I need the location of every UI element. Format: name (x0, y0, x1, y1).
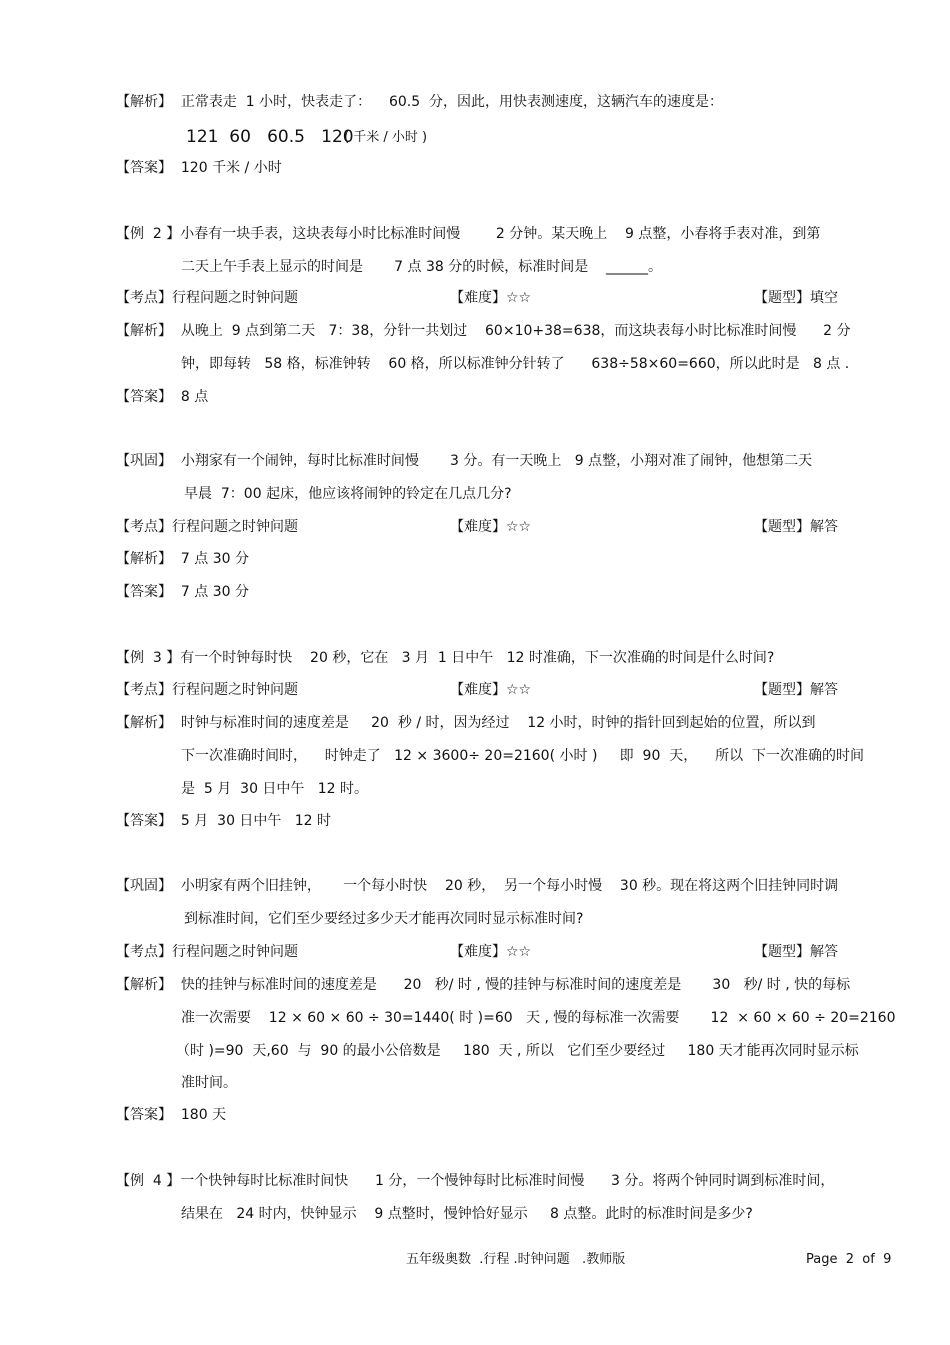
text-line: 【解析】 时钟与标准时间的速度差是 20 秒 / 时，因为经过 12 小时，时钟的指针回到起始的位置，所以到 (116, 715, 816, 731)
footer-title: 五年级奥数 .行程 .时钟问题 .教师版 (406, 1252, 626, 1267)
text-line: 【难度】☆☆ (450, 682, 532, 698)
text-line: 【题型】解答 (754, 519, 838, 535)
text-line: 下一次准确时间时， 时钟走了 12 × 3600÷ 20=2160( 小时 ) 即 90 天， 所以 下一次准确的时间 (181, 748, 864, 764)
text-line: 【难度】☆☆ (450, 519, 532, 535)
text-line: 【题型】填空 (754, 290, 838, 306)
text-line: 【考点】行程问题之时钟问题 (116, 682, 298, 698)
text-line: 【解析】 从晚上 9 点到第二天 7：38，分针一共划过 60×10+38=638，而这块表每小时比标准时间慢 2 分 (116, 323, 851, 339)
text-line: 结果在 24 时内，快钟显示 9 点整时，慢钟恰好显示 8 点整。此时的标准时间是多少? (181, 1206, 753, 1222)
text-line: 早晨 7：00 起床，他应该将闹钟的铃定在几点几分? (184, 486, 512, 502)
text-line: 【例 3 】有一个时钟每时快 20 秒，它在 3 月 1 日中午 12 时准确，下一次准确的时间是什么时间? (116, 650, 775, 666)
text-line: 【答案】 8 点 (116, 389, 209, 405)
text-line: 【考点】行程问题之时钟问题 (116, 519, 298, 535)
text-line: （时 )=90 天,60 与 90 的最小公倍数是 180 天 , 所以 它们至少要经过 180 天才能再次同时显示标 (176, 1043, 859, 1059)
text-line: 【答案】 120 千米 / 小时 (116, 160, 282, 176)
text-line: 准一次需要 12 × 60 × 60 ÷ 30=1440( 时 )=60 天 , 慢的每标准一次需要 12 × 60 × 60 ÷ 20=2160 (181, 1010, 896, 1026)
text-line: 【难度】☆☆ (450, 944, 532, 960)
formula-unit: ( 千米 / 小时 ) (344, 130, 428, 145)
text-line: 【题型】解答 (754, 682, 838, 698)
text-line: 【难度】☆☆ (450, 290, 532, 306)
footer-page-number: Page 2 of 9 (806, 1252, 892, 1267)
text-line: 到标准时间，它们至少要经过多少天才能再次同时显示标准时间? (184, 911, 584, 927)
text-line: 钟，即每转 58 格，标准钟转 60 格，所以标准钟分针转了 638÷58×60=660，所以此时是 8 点 . (181, 356, 850, 372)
formula-line: 121 60 60.5 120 (186, 127, 354, 147)
text-line: 【巩固】 小翔家有一个闹钟，每时比标准时间慢 3 分。有一天晚上 9 点整，小翔对准了闹钟，他想第二天 (116, 453, 813, 469)
text-line: 【例 4 】一个快钟每时比标准时间快 1 分，一个慢钟每时比标准时间慢 3 分。将两个钟同时调到标准时间， (116, 1173, 835, 1189)
text-line: 【题型】解答 (754, 944, 838, 960)
text-line: 【考点】行程问题之时钟问题 (116, 290, 298, 306)
text-line: 【例 2 】小春有一块手表，这块表每小时比标准时间慢 2 分钟。某天晚上 9 点整，小春将手表对准，到第 (116, 226, 821, 242)
text-line: 【解析】 快的挂钟与标准时间的速度差是 20 秒/ 时 , 慢的挂钟与标准时间的速度差是 30 秒/ 时 , 快的每标 (116, 977, 851, 993)
text-line: 【答案】 7 点 30 分 (116, 584, 249, 600)
text-line: 是 5 月 30 日中午 12 时。 (181, 781, 369, 797)
text-line: 【解析】 7 点 30 分 (116, 551, 249, 567)
text-line: 【巩固】 小明家有两个旧挂钟， 一个每小时快 20 秒， 另一个每小时慢 30 秒。现在将这两个旧挂钟同时调 (116, 878, 839, 894)
text-line: 【答案】 5 月 30 日中午 12 时 (116, 813, 332, 829)
text-line: 【考点】行程问题之时钟问题 (116, 944, 298, 960)
text-line: 准时间。 (181, 1075, 237, 1091)
text-line: 二天上午手表上显示的时间是 7 点 38 分的时候，标准时间是 ______。 (181, 259, 663, 275)
text-line: 【答案】 180 天 (116, 1107, 227, 1123)
text-line: 【解析】 正常表走 1 小时，快表走了： 60.5 分，因此，用快表测速度，这辆汽车的速度是： (116, 94, 724, 110)
